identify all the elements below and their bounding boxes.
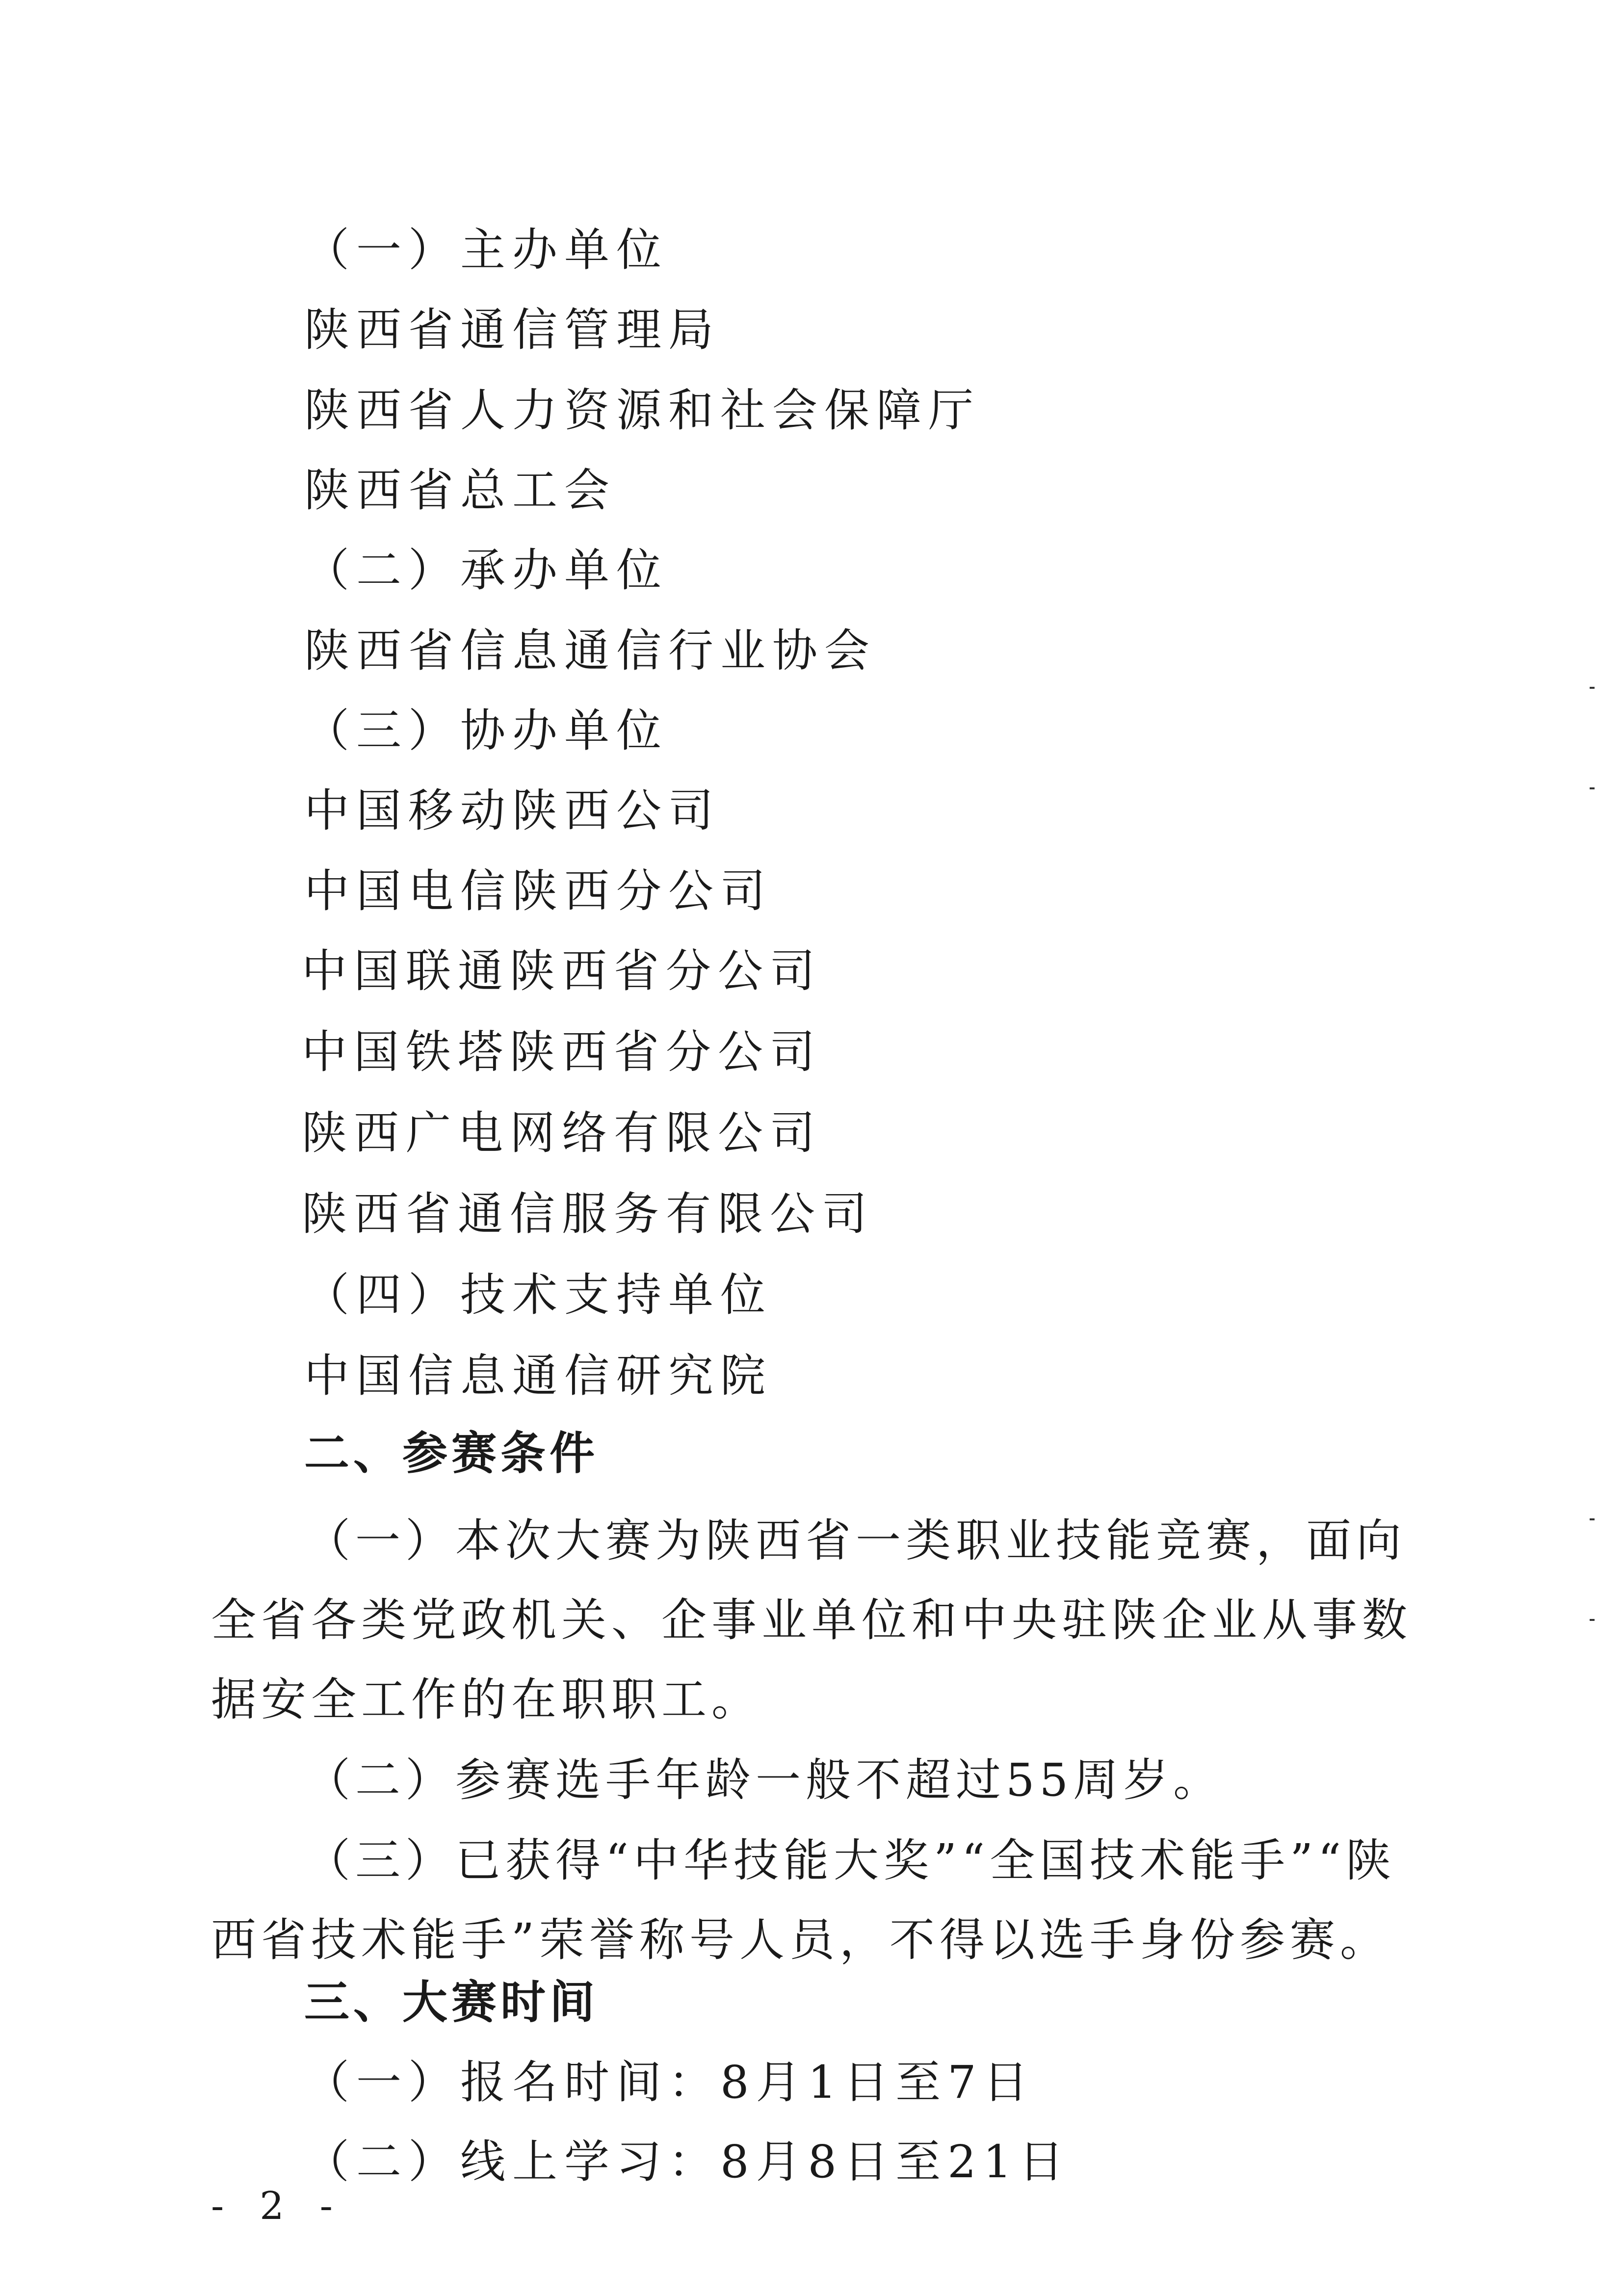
- co-organizer-item: 中国联通陕西省分公司: [302, 945, 822, 997]
- eligibility-paragraph: （一）本次大赛为陕西省一类职业技能竞赛，面向全省各类党政机关、企事业单位和中央驻陕企业从事数据安全工作的在职职工。: [211, 1514, 1413, 1726]
- host-item: 陕西省通信管理局: [304, 304, 721, 356]
- co-organizer-item: 中国移动陕西公司: [304, 784, 721, 837]
- co-organizer-item: 陕西省通信服务有限公司: [302, 1188, 874, 1240]
- scan-edge-mark: [1590, 687, 1595, 689]
- sub-heading-organizer: （二）承办单位: [304, 544, 669, 597]
- schedule-item: （一）报名时间：8月1日至7日: [304, 2056, 1035, 2109]
- co-organizer-item: 中国电信陕西分公司: [304, 865, 773, 917]
- eligibility-paragraph: （三）已获得“中华技能大奖”“全国技术能手”“陕西省技术能手”荣誉称号人员，不得以选手身份参赛。: [211, 1834, 1396, 1966]
- section-heading-eligibility: 二、参赛条件: [304, 1427, 599, 1480]
- scan-edge-mark: [1590, 787, 1595, 789]
- co-organizer-item: 陕西广电网络有限公司: [302, 1107, 822, 1159]
- sub-heading-co-organizer: （三）协办单位: [304, 704, 669, 757]
- organizer-item: 陕西省信息通信行业协会: [304, 625, 877, 677]
- page-number: - 2 -: [211, 2184, 344, 2228]
- sub-heading-host: （一）主办单位: [304, 224, 669, 276]
- scan-edge-mark: [1590, 1619, 1595, 1621]
- co-organizer-item: 中国铁塔陕西省分公司: [302, 1026, 822, 1078]
- scan-edge-mark: [1590, 1518, 1595, 1520]
- schedule-item: （二）线上学习：8月8日至21日: [304, 2136, 1071, 2188]
- host-item: 陕西省人力资源和社会保障厅: [304, 384, 981, 437]
- eligibility-paragraph: （二）参赛选手年龄一般不超过55周岁。: [305, 1754, 1224, 1806]
- tech-support-item: 中国信息通信研究院: [304, 1350, 773, 1402]
- section-heading-schedule: 三、大赛时间: [304, 1976, 599, 2029]
- sub-heading-tech-support: （四）技术支持单位: [304, 1269, 773, 1321]
- host-item: 陕西省总工会: [304, 464, 617, 517]
